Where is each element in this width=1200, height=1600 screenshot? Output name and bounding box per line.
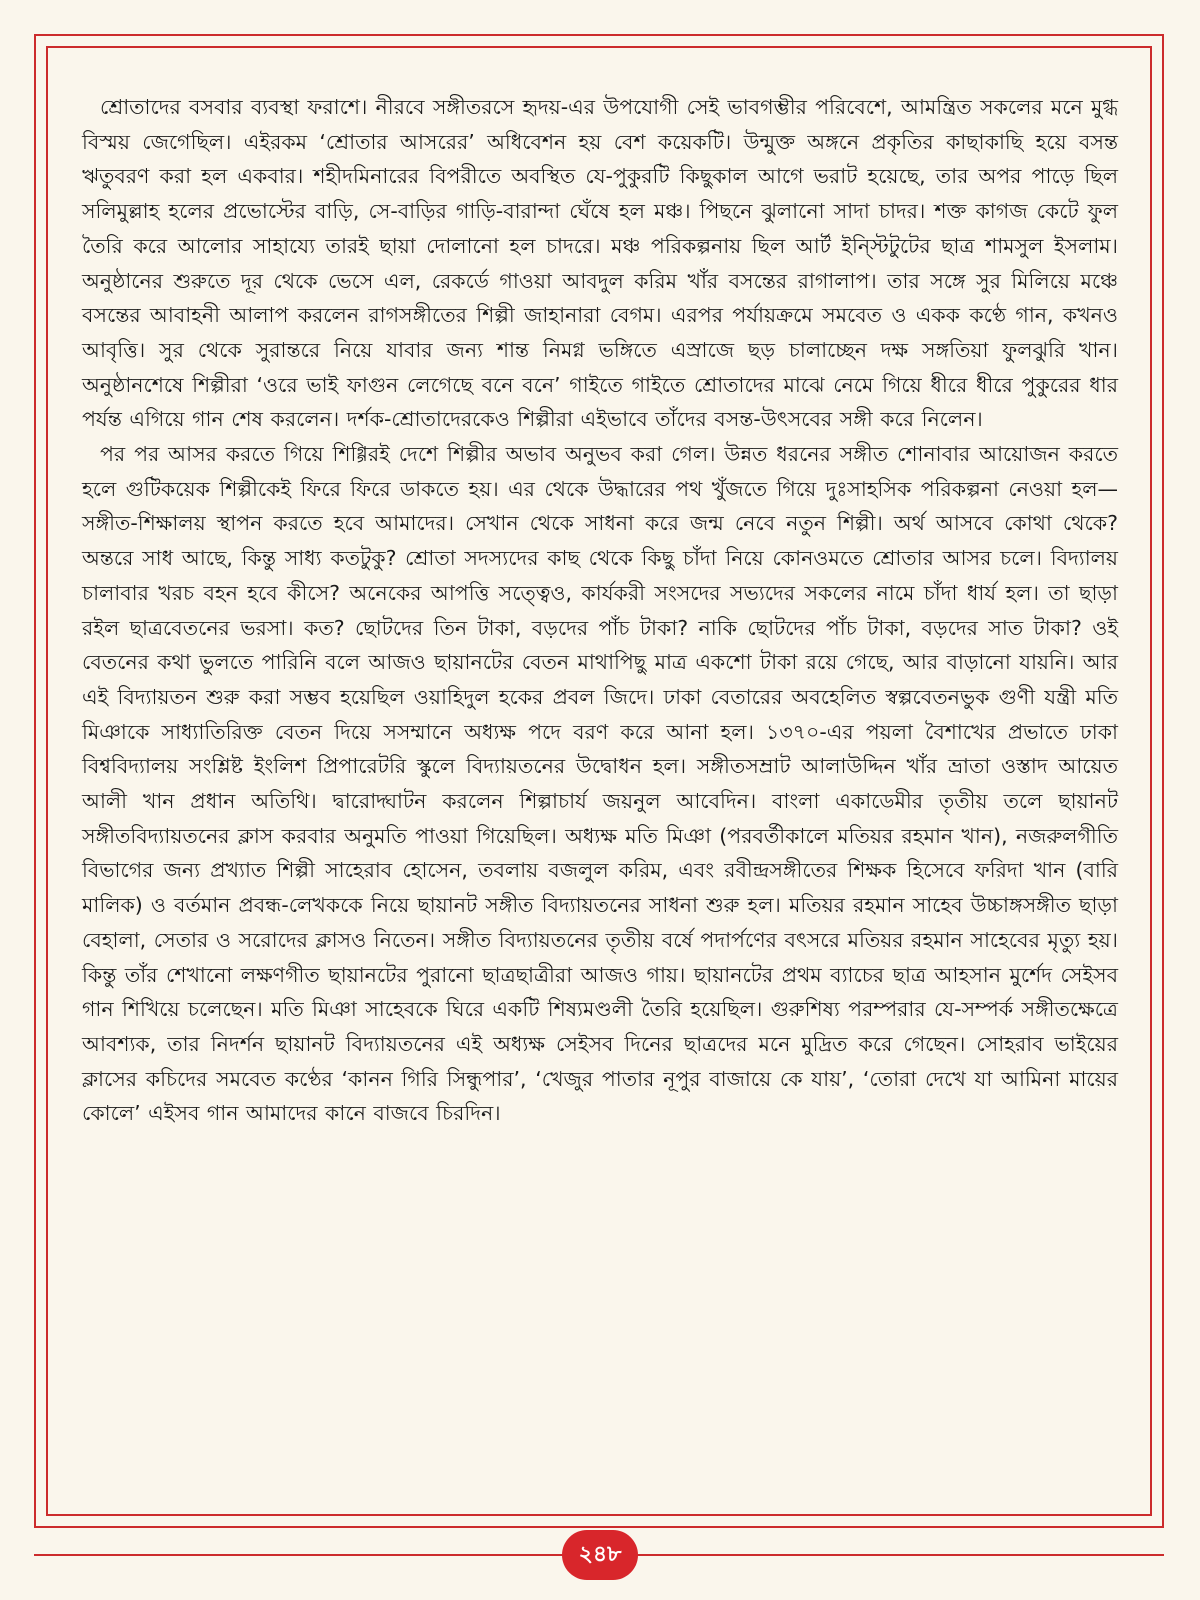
page-body: [82, 90, 1118, 1131]
paragraph-1: শ্রোতাদের বসবার ব্যবস্থা ফরাশে। নীরবে সঙ্গীতরসে হৃদয়-এর উপযোগী সেই ভাবগম্ভীর পরিবেশে, আমন্ত্রিত সকলের মনে মুগ্ধ বিস্ময় জেগেছিল। এইরকম ‘শ্রোতার আসরের’ অধিবেশন হয় বেশ কয়েকটি। উন্মুক্ত অঙ্গনে প্রকৃতির কাছাকাছি হয়ে বসন্ত ঋতুবরণ করা হল একবার। শহীদমিনারের বিপরীতে অবস্থিত যে-পুকুরটি কিছুকাল আগে ভরাট হয়েছে, তার অপর পাড়ে ছিল সলিমুল্লাহ হলের প্রভোস্টের বাড়ি, সে-বাড়ির গাড়ি-বারান্দা ঘেঁষে হল মঞ্চ। পিছনে ঝুলানো সাদা চাদর। শক্ত কাগজ কেটে ফুল তৈরি করে আলোর সাহায্যে তারই ছায়া দোলানো হল চাদরে। মঞ্চ পরিকল্পনায় ছিল আর্ট ইন্স্টিটুটের ছাত্র শামসুল ইসলাম। অনুষ্ঠানের শুরুতে দূর থেকে ভেসে এল, রেকর্ডে গাওয়া আবদুল করিম খাঁর বসন্তের রাগালাপ। তার সঙ্গে সুর মিলিয়ে মঞ্চে বসন্তের আবাহনী আলাপ করলেন রাগসঙ্গীতের শিল্পী জাহানারা বেগম। এরপর পর্যায়ক্রমে সমবেত ও একক কণ্ঠে গান, কখনও আবৃত্তি। সুর থেকে সুরান্তরে নিয়ে যাবার জন্য শান্ত নিমগ্ন ভঙ্গিতে এস্রাজে ছড় চালাচ্ছেন দক্ষ সঙ্গতিয়া ফুলঝুরি খান। অনুষ্ঠানশেষে শিল্পীরা ‘ওরে ভাই ফাগুন লেগেছে বনে বনে’ গাইতে গাইতে শ্রোতাদের মাঝে নেমে গিয়ে ধীরে ধীরে পুকুরের ধার পর্যন্ত এগিয়ে গান শেষ করলেন। দর্শক-শ্রোতাদেরকেও শিল্পীরা এইভাবে তাঁদের বসন্ত-উৎসবের সঙ্গী করে নিলেন।: [82, 95, 1118, 432]
bottom-rule-left: [34, 1554, 564, 1556]
page-number-badge: [562, 1530, 638, 1580]
page-number: ২৪৮: [578, 1541, 622, 1567]
paragraph-2: পর পর আসর করতে গিয়ে শিগ্গিরই দেশে শিল্পীর অভাব অনুভব করা গেল। উন্নত ধরনের সঙ্গীত শোনাবার আয়োজন করতে হলে গুটিকয়েক শিল্পীকেই ফিরে ফিরে ডাকতে হয়। এর থেকে উদ্ধারের পথ খুঁজতে গিয়ে দুঃসাহসিক পরিকল্পনা নেওয়া হল—সঙ্গীত-শিক্ষালয় স্থাপন করতে হবে আমাদের। সেখান থেকে সাধনা করে জন্ম নেবে নতুন শিল্পী। অর্থ আসবে কোথা থেকে? অন্তরে সাধ আছে, কিন্তু সাধ্য কতটুকু? শ্রোতা সদস্যদের কাছ থেকে কিছু চাঁদা নিয়ে কোনওমতে শ্রোতার আসর চলে। বিদ্যালয় চালাবার খরচ বহন হবে কীসে? অনেকের আপত্তি সত্ত্বেও, কার্যকরী সংসদের সভ্যদের সকলের নামে চাঁদা ধার্য হল। তা ছাড়া রইল ছাত্রবেতনের ভরসা। কত? ছোটদের তিন টাকা, বড়দের পাঁচ টাকা? নাকি ছোটদের পাঁচ টাকা, বড়দের সাত টাকা? ওই বেতনের কথা ভুলতে পারিনি বলে আজও ছায়ানটের বেতন মাথাপিছু মাত্র একশো টাকা রয়ে গেছে, আর বাড়ানো যায়নি। আর এই বিদ্যায়তন শুরু করা সম্ভব হয়েছিল ওয়াহিদুল হকের প্রবল জিদে। ঢাকা বেতারের অবহেলিত স্বল্পবেতনভুক গুণী যন্ত্রী মতি মিঞাকে সাধ্যাতিরিক্ত বেতন দিয়ে সসম্মানে অধ্যক্ষ পদে বরণ করে আনা হল। ১৩৭০-এর পয়লা বৈশাখের প্রভাতে ঢাকা বিশ্ববিদ্যালয় সংশ্লিষ্ট ইংলিশ প্রিপারেটরি স্কুলে বিদ্যায়তনের উদ্বোধন হল। সঙ্গীতসম্রাট আলাউদ্দিন খাঁর ভ্রাতা ওস্তাদ আয়েত আলী খান প্রধান অতিথি। দ্বারোদ্ঘাটন করলেন শিল্পাচার্য জয়নুল আবেদিন। বাংলা একাডেমীর তৃতীয় তলে ছায়ানট সঙ্গীতবিদ্যায়তনের ক্লাস করবার অনুমতি পাওয়া গিয়েছিল। অধ্যক্ষ মতি মিঞা (পরবর্তীকালে মতিয়র রহমান খান), নজরুলগীতি বিভাগের জন্য প্রখ্যাত শিল্পী সাহেরাব হোসেন, তবলায় বজলুল করিম, এবং রবীন্দ্রসঙ্গীতের শিক্ষক হিসেবে ফরিদা খান (বারি মালিক) ও বর্তমান প্রবন্ধ-লেখককে নিয়ে ছায়ানট সঙ্গীত বিদ্যায়তনের সাধনা শুরু হল। মতিয়র রহমান সাহেব উচ্চাঙ্গসঙ্গীত ছাড়া বেহালা, সেতার ও সরোদের ক্লাসও নিতেন। সঙ্গীত বিদ্যায়তনের তৃতীয় বর্ষে পদার্পণের বৎসরে মতিয়র রহমান সাহেবের মৃত্যু হয়। কিন্তু তাঁর শেখানো লক্ষণগীত ছায়ানটের পুরানো ছাত্রছাত্রীরা আজও গায়। ছায়ানটের প্রথম ব্যাচের ছাত্র আহসান মুর্শেদ সেইসব গান শিখিয়ে চলেছেন। মতি মিঞা সাহেবকে ঘিরে একটি শিষ্যমণ্ডলী তৈরি হয়েছিল। গুরুশিষ্য পরম্পরার যে-সম্পর্ক সঙ্গীতক্ষেত্রে আবশ্যক, তার নিদর্শন ছায়ানট বিদ্যায়তনের এই অধ্যক্ষ সেইসব দিনের ছাত্রদের মনে মুদ্রিত করে গেছেন। সোহরাব ভাইয়ের ক্লাসের কচিদের সমবেত কণ্ঠের ‘কানন গিরি সিন্ধুপার’, ‘খেজুর পাতার নূপুর বাজায়ে কে যায়’, ‘তোরা দেখে যা আমিনা মায়ের কোলে’ এইসব গান আমাদের কানে বাজবে চিরদিন।: [82, 442, 1118, 1126]
bottom-rule-right: [636, 1554, 1164, 1556]
